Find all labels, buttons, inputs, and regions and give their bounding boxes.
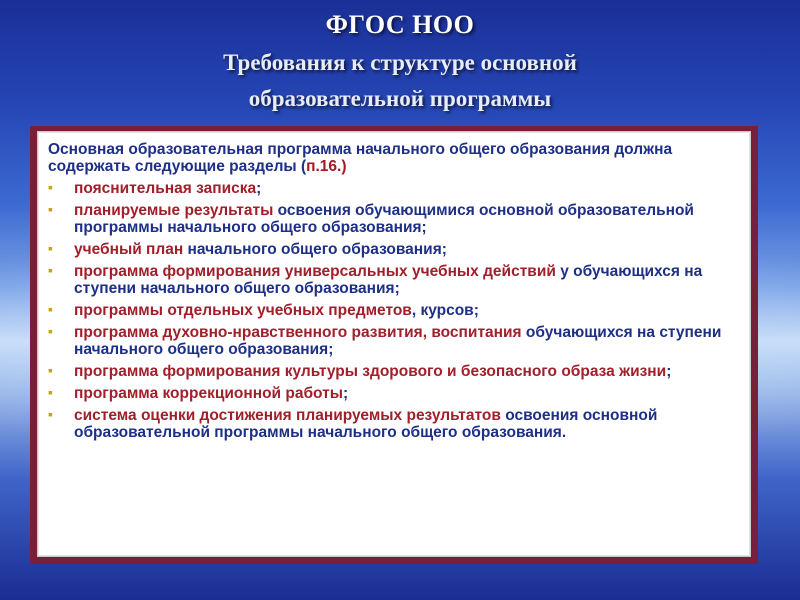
intro-text: Основная образовательная программа начального общего образования должна содержать следующие разделы ( bbox=[48, 141, 673, 175]
bullet-icon: ▪ bbox=[48, 201, 53, 217]
list-item-rest: освоения обучающимися основной образовательной программы начального общего образования; bbox=[74, 202, 694, 236]
bullet-icon: ▪ bbox=[48, 301, 53, 317]
bullet-icon: ▪ bbox=[48, 362, 53, 378]
bullet-icon: ▪ bbox=[48, 179, 53, 195]
list-item-rest: обучающихся на ступени начального общего образования; bbox=[74, 324, 722, 358]
list-item-rest: ; bbox=[342, 385, 349, 402]
slide-title: ФГОС НОО bbox=[325, 10, 475, 39]
slide-subtitle-line2: образовательной программы bbox=[248, 86, 552, 111]
list-item bbox=[48, 302, 742, 319]
list-item-rest: освоения основной образовательной программы начального общего образования. bbox=[74, 407, 658, 441]
list-item bbox=[48, 385, 742, 402]
bullet-icon: ▪ bbox=[48, 240, 53, 256]
sections-list bbox=[48, 180, 742, 441]
list-item bbox=[48, 324, 742, 358]
list-item-key: программа формирования универсальных учебных действий bbox=[74, 263, 556, 280]
bullet-icon: ▪ bbox=[48, 406, 53, 422]
list-item-key: программы отдельных учебных предметов bbox=[74, 302, 412, 319]
list-item-key: планируемые результаты bbox=[74, 202, 274, 219]
intro-reference: п.16.) bbox=[306, 158, 347, 175]
content-text bbox=[48, 141, 742, 446]
list-item-key: пояснительная записка bbox=[74, 180, 257, 197]
list-item bbox=[48, 202, 742, 236]
list-item-key: система оценки достижения планируемых результатов bbox=[74, 407, 501, 424]
list-item bbox=[48, 363, 742, 380]
slide-subtitle-line1: Требования к структуре основной bbox=[223, 50, 577, 75]
content-panel bbox=[37, 131, 751, 557]
list-item bbox=[48, 263, 742, 297]
list-item-rest: , курсов; bbox=[411, 302, 479, 319]
list-item-key: программа духовно-нравственного развития, воспитания bbox=[74, 324, 522, 341]
intro-paragraph bbox=[48, 141, 742, 175]
list-item-rest: ; bbox=[666, 363, 672, 380]
bullet-icon: ▪ bbox=[48, 384, 53, 400]
list-item-rest: ; bbox=[256, 180, 262, 197]
list-item-key: программа формирования культуры здорового и безопасного образа жизни bbox=[74, 363, 667, 380]
list-item-key: учебный план bbox=[74, 241, 184, 258]
list-item-rest: у обучающихся на ступени начального общего образования; bbox=[74, 263, 703, 297]
list-item-rest: начального общего образования; bbox=[183, 241, 447, 258]
list-item bbox=[48, 407, 742, 441]
bullet-icon: ▪ bbox=[48, 262, 53, 278]
list-item bbox=[48, 241, 742, 258]
list-item bbox=[48, 180, 742, 197]
bullet-icon: ▪ bbox=[48, 323, 53, 339]
list-item-key: программа коррекционной работы bbox=[74, 385, 343, 402]
